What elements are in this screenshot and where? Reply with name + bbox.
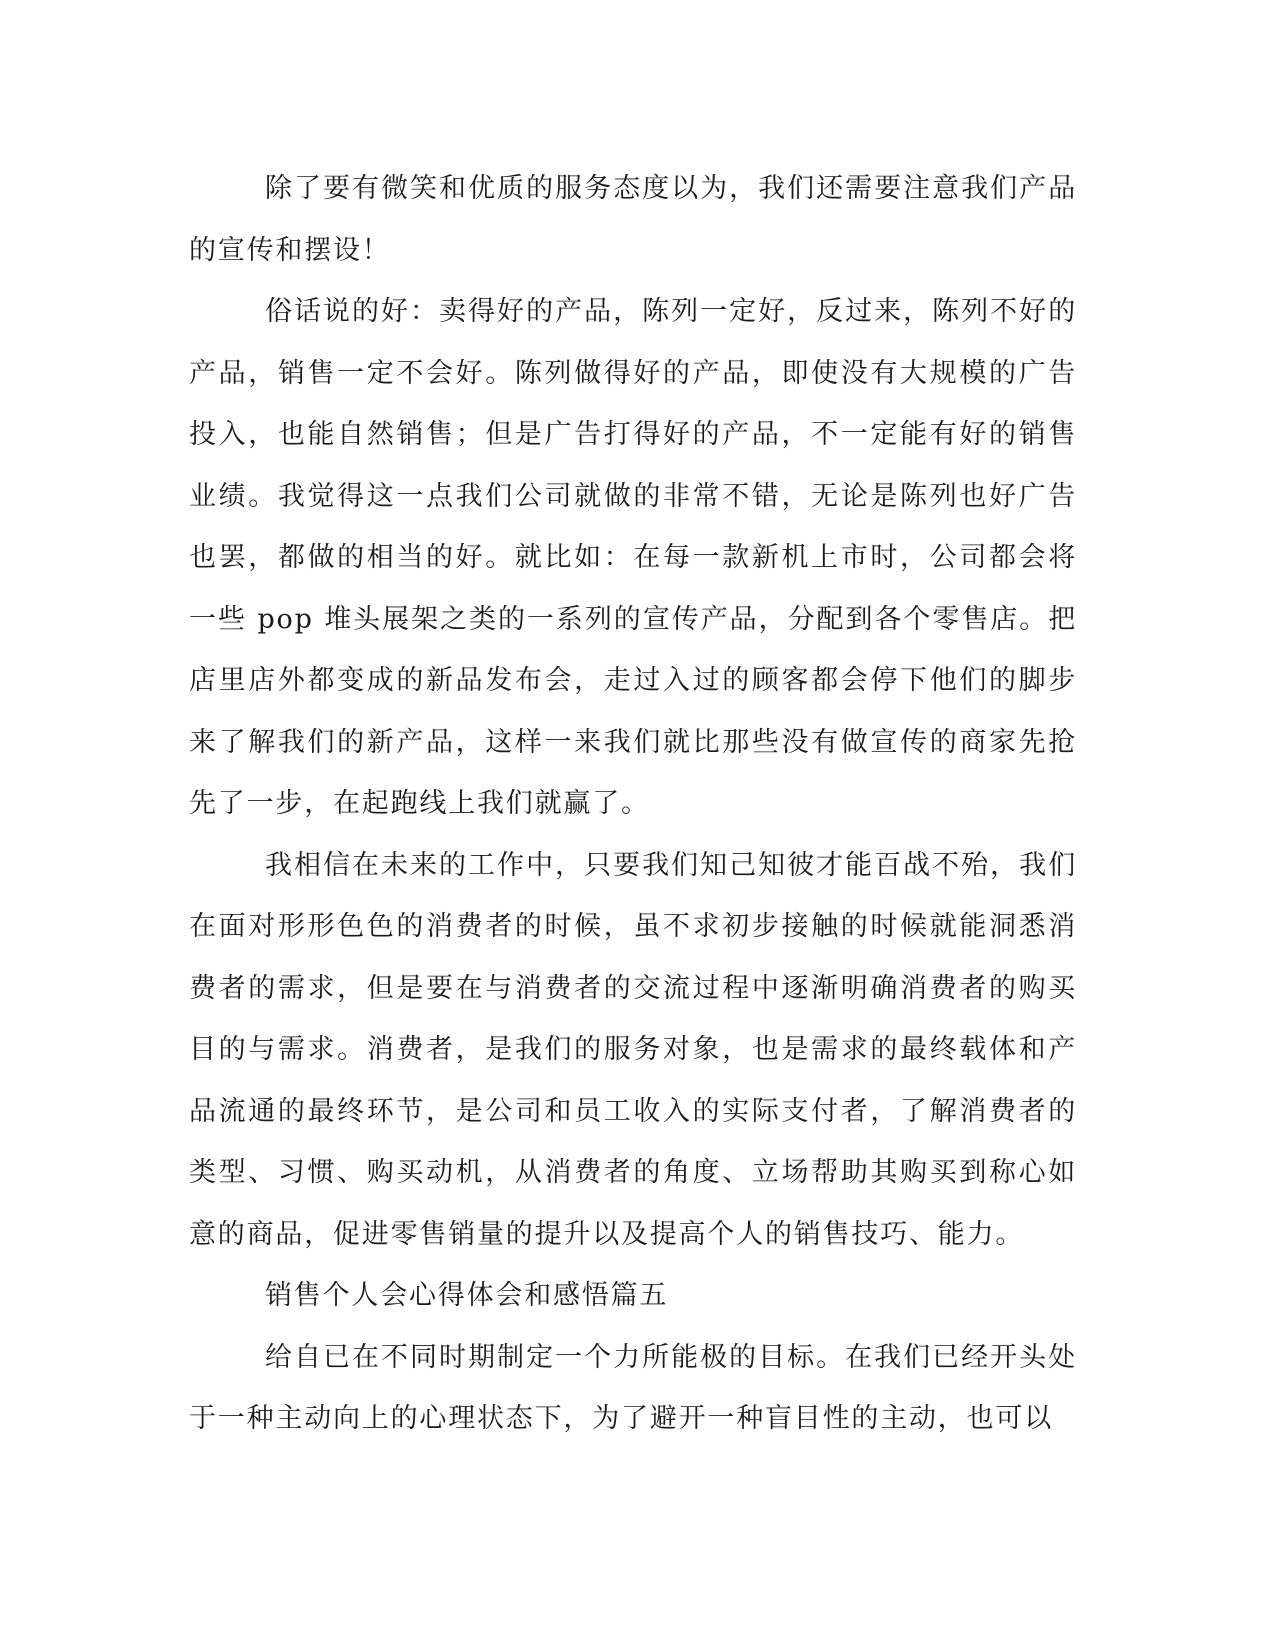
section-heading: 销售个人会心得体会和感悟篇五 xyxy=(265,1280,669,1311)
document-body xyxy=(189,158,1077,1450)
paragraph-display-advice: 除了要有微笑和优质的服务态度以为，我们还需要注意我们产品的宣传和摆设！ xyxy=(189,173,1077,266)
paragraph-goal-setting: 给自已在不同时期制定一个力所能极的目标。在我们已经开头处于一种主动向上的心理状态下，为了避开一种盲目性的主动，也可以 xyxy=(189,1341,1077,1434)
paragraph-display-proverb: 俗话说的好：卖得好的产品，陈列一定好，反过来，陈列不好的产品，销售一定不会好。陈列做得好的产品，即使没有大规模的广告投入，也能自然销售；但是广告打得好的产品，不一定能有好的销售业绩。我觉得这一点我们公司就做的非常不错，无论是陈列也好广告也罢，都做的相当的好。就比如：在每一款新机上市时，公司都会将一些 pop 堆头展架之类的一系列的宣传产品，分配到各个零售店。把店里店外都变成的新品发布会，走过入过的顾客都会停下他们的脚步来了解我们的新产品，这样一来我们就比那些没有做宣传的商家先抢先了一步，在起跑线上我们就赢了。 xyxy=(189,296,1077,819)
paragraph-consumer-understanding: 我相信在未来的工作中，只要我们知己知彼才能百战不殆，我们在面对形形色色的消费者的时候，虽不求初步接触的时候就能洞悉消费者的需求，但是要在与消费者的交流过程中逐渐明确消费者的购买目的与需求。消费者，是我们的服务对象，也是需求的最终载体和产品流通的最终环节，是公司和员工收入的实际支付者，了解消费者的类型、习惯、购买动机，从消费者的角度、立场帮助其购买到称心如意的商品，促进零售销量的提升以及提高个人的销售技巧、能力。 xyxy=(189,849,1077,1250)
